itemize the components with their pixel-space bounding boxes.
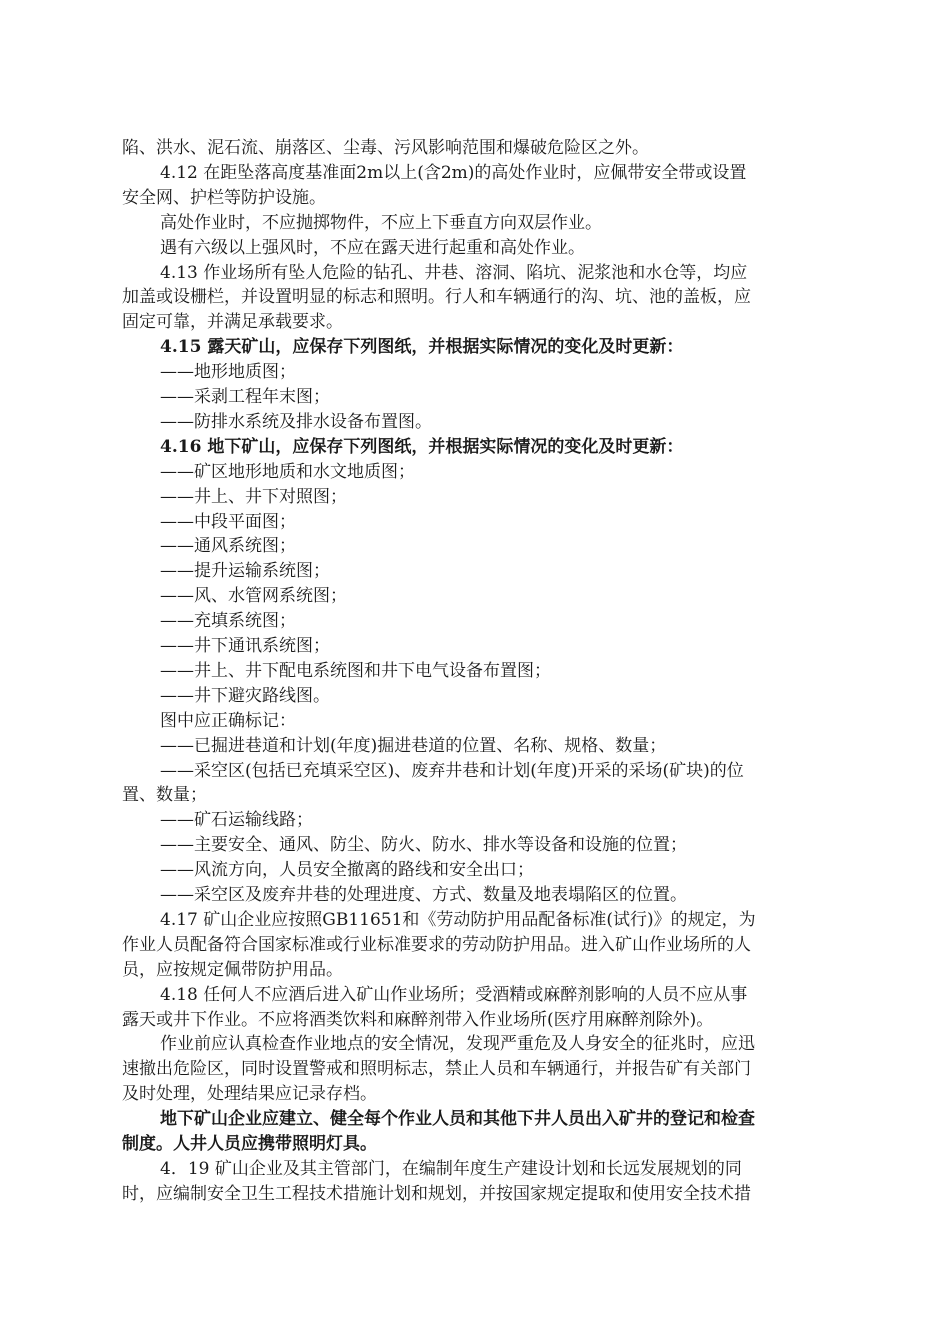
text-line: ——地形地质图；	[160, 362, 296, 382]
text-line: ——采剥工程年末图；	[160, 387, 330, 407]
text-line: ——通风系统图；	[160, 536, 296, 556]
text-line: 员，应按规定佩带防护用品。	[122, 960, 343, 980]
text-line: 图中应正确标记：	[160, 711, 296, 731]
text-line: 固定可靠，并满足承载要求。	[122, 312, 343, 332]
text-line: ——风流方向，人员安全撤离的路线和安全出口；	[160, 860, 534, 880]
text-line: 4.17 矿山企业应按照GB11651和《劳动防护用品配备标准(试行)》的规定，为	[160, 910, 756, 930]
text-line: 4.18 任何人不应酒后进入矿山作业场所；受酒精或麻醉剂影响的人员不应从事	[160, 985, 748, 1005]
text-line: 置、数量；	[122, 785, 207, 805]
text-line: ——井上、井下对照图；	[160, 487, 347, 507]
text-line: 4.15 露天矿山，应保存下列图纸，并根据实际情况的变化及时更新：	[160, 337, 684, 357]
text-line: ——提升运输系统图；	[160, 561, 330, 581]
text-line: 及时处理，处理结果应记录存档。	[122, 1084, 377, 1104]
text-line: 4.12 在距坠落高度基准面2m以上(含2m)的高处作业时，应佩带安全带或设置	[160, 163, 747, 183]
text-line: 作业前应认真检查作业地点的安全情况，发现严重危及人身安全的征兆时，应迅	[160, 1034, 755, 1054]
text-line: ——充填系统图；	[160, 611, 296, 631]
text-line: 作业人员配备符合国家标准或行业标准要求的劳动防护用品。进入矿山作业场所的人	[122, 935, 751, 955]
text-line: ——采空区及废弃井巷的处理进度、方式、数量及地表塌陷区的位置。	[160, 885, 687, 905]
text-line: ——矿区地形地质和水文地质图；	[160, 462, 415, 482]
text-line: ——风、水管网系统图；	[160, 586, 347, 606]
text-line: ——中段平面图；	[160, 512, 296, 532]
text-line: ——防排水系统及排水设备布置图。	[160, 412, 432, 432]
text-line: ——矿石运输线路；	[160, 810, 313, 830]
text-line: ——井下避灾路线图。	[160, 686, 330, 706]
text-line: 时，应编制安全卫生工程技术措施计划和规划，并按国家规定提取和使用安全技术措	[122, 1184, 751, 1204]
text-line: ——采空区(包括已充填采空区)、废弃井巷和计划(年度)开采的采场(矿块)的位	[160, 761, 744, 781]
text-line: 4.13 作业场所有坠人危险的钻孔、井巷、溶洞、陷坑、泥浆池和水仓等，均应	[160, 263, 748, 283]
text-line: 4.16 地下矿山，应保存下列图纸，并根据实际情况的变化及时更新：	[160, 437, 684, 457]
text-line: 4．19 矿山企业及其主管部门，在编制年度生产建设计划和长远发展规划的同	[160, 1159, 742, 1179]
text-line: 加盖或设栅栏，并设置明显的标志和照明。行人和车辆通行的沟、坑、池的盖板，应	[122, 287, 751, 307]
text-line: ——井下通讯系统图；	[160, 636, 330, 656]
text-line: 安全网、护栏等防护设施。	[122, 188, 326, 208]
text-line: 遇有六级以上强风时，不应在露天进行起重和高处作业。	[160, 238, 585, 258]
text-line: 露天或井下作业。不应将酒类饮料和麻醉剂带入作业场所(医疗用麻醉剂除外)。	[122, 1010, 714, 1030]
text-line: ——主要安全、通风、防尘、防火、防水、排水等设备和设施的位置；	[160, 835, 687, 855]
text-line: 地下矿山企业应建立、健全每个作业人员和其他下井人员出入矿井的登记和检查	[160, 1109, 755, 1129]
text-line: 制度。人井人员应携带照明灯具。	[122, 1134, 377, 1154]
text-line: 高处作业时，不应抛掷物件，不应上下垂直方向双层作业。	[160, 213, 602, 233]
text-line: ——已掘进巷道和计划(年度)掘进巷道的位置、名称、规格、数量；	[160, 736, 667, 756]
text-line: 陷、洪水、泥石流、崩落区、尘毒、污风影响范围和爆破危险区之外。	[122, 138, 649, 158]
text-line: 速撤出危险区，同时设置警戒和照明标志，禁止人员和车辆通行，并报告矿有关部门	[122, 1059, 751, 1079]
text-line: ——井上、井下配电系统图和井下电气设备布置图；	[160, 661, 551, 681]
